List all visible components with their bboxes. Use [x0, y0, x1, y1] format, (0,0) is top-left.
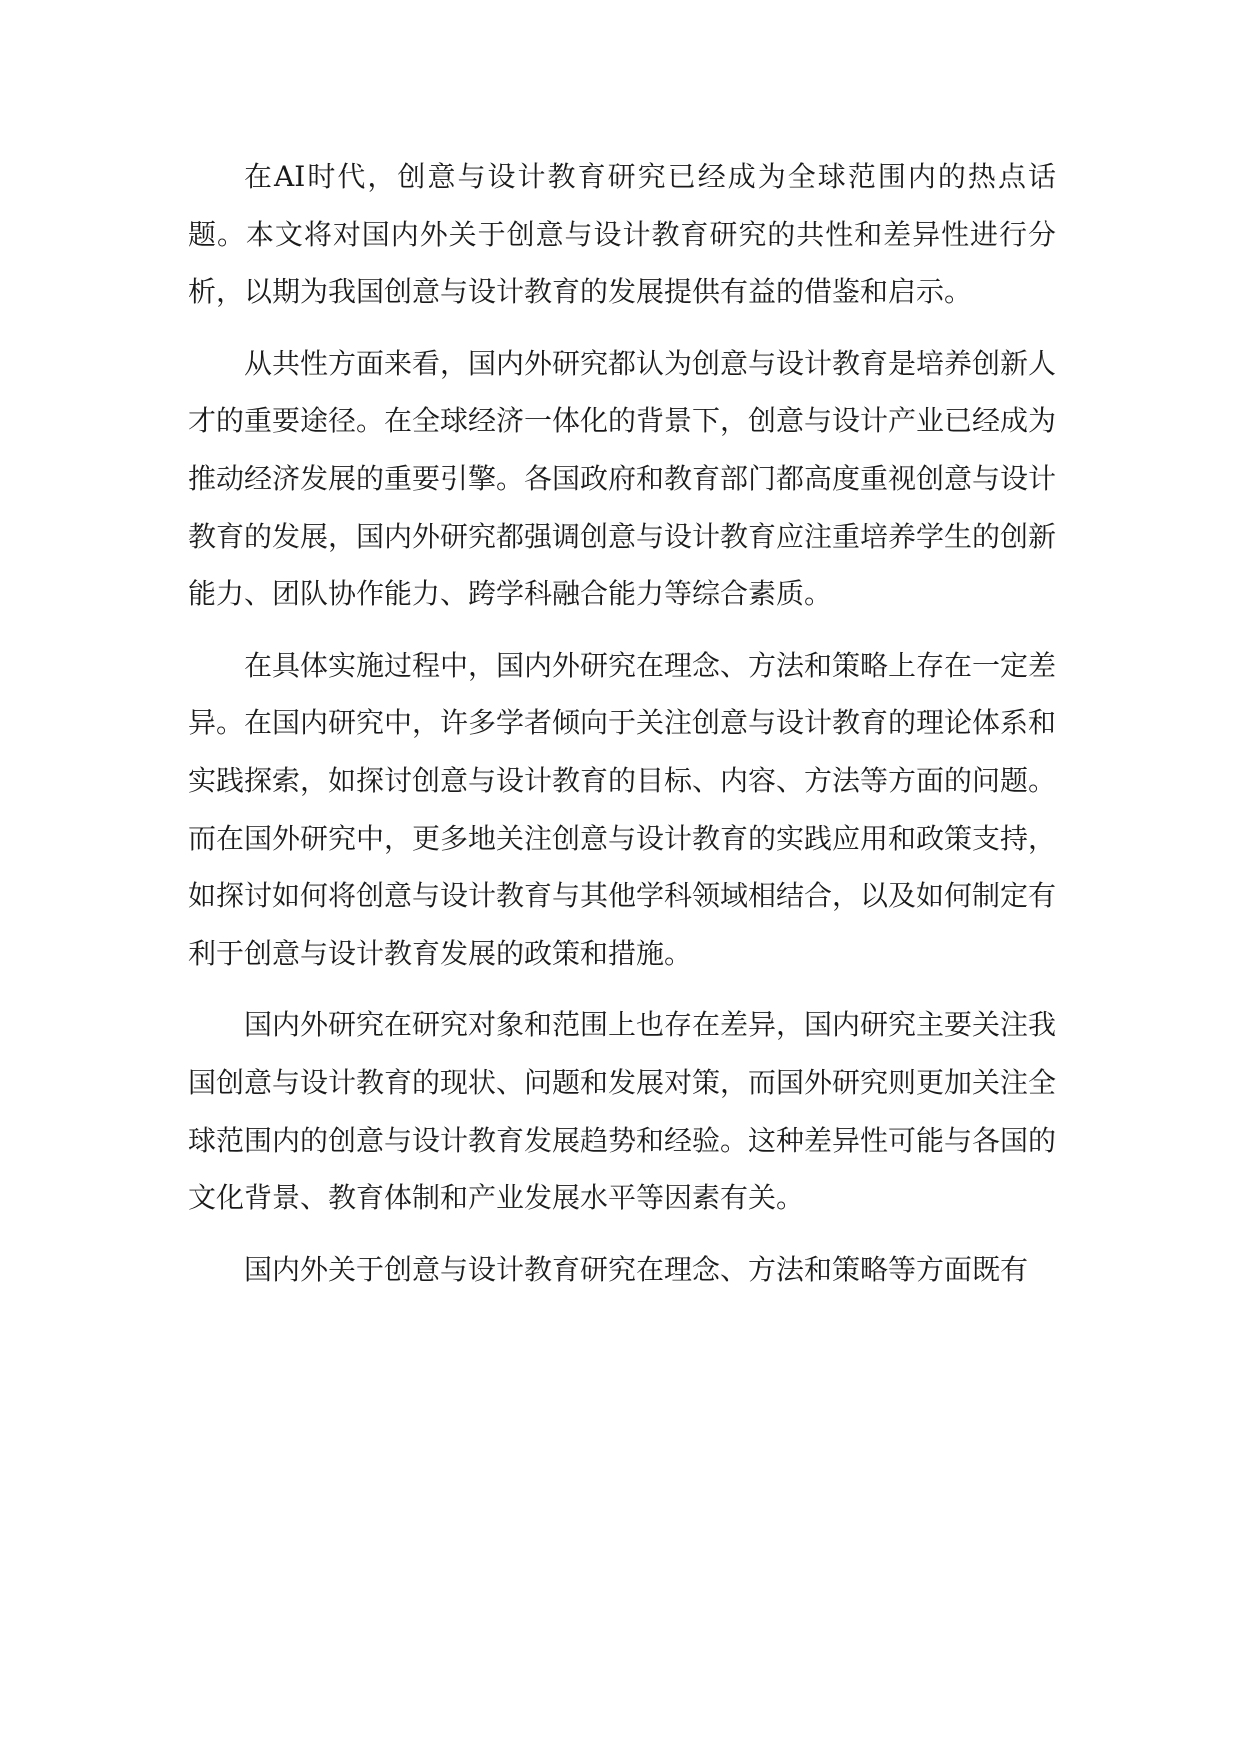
paragraph-3: 在具体实施过程中，国内外研究在理念、方法和策略上存在一定差异。在国内研究中，许多学者倾向于关注创意与设计教育的理论体系和实践探索，如探讨创意与设计教育的目标、内容、方法等方面的问题。而在国外研究中，更多地关注创意与设计教育的实践应用和政策支持，如探讨如何将创意与设计教育与其他学科领域相结合，以及如何制定有利于创意与设计教育发展的政策和措施。: [188, 648, 1057, 970]
paragraph-1: 在AI时代，创意与设计教育研究已经成为全球范围内的热点话题。本文将对国内外关于创意与设计教育研究的共性和差异性进行分析，以期为我国创意与设计教育的发展提供有益的借鉴和启示。: [188, 160, 1056, 309]
paragraph-4: 国内外研究在研究对象和范围上也存在差异，国内研究主要关注我国创意与设计教育的现状、问题和发展对策，而国外研究则更加关注全球范围内的创意与设计教育发展趋势和经验。这种差异性可能与各国的文化背景、教育体制和产业发展水平等因素有关。: [188, 1008, 1057, 1215]
paragraph-2: 从共性方面来看，国内外研究都认为创意与设计教育是培养创新人才的重要途径。在全球经济一体化的背景下，创意与设计产业已经成为推动经济发展的重要引擎。各国政府和教育部门都高度重视创意与设计教育的发展，国内外研究都强调创意与设计教育应注重培养学生的创新能力、团队协作能力、跨学科融合能力等综合素质。: [188, 346, 1057, 611]
paragraph-5: 国内外关于创意与设计教育研究在理念、方法和策略等方面既有: [244, 1252, 1029, 1286]
document-body: [188, 148, 1056, 1312]
